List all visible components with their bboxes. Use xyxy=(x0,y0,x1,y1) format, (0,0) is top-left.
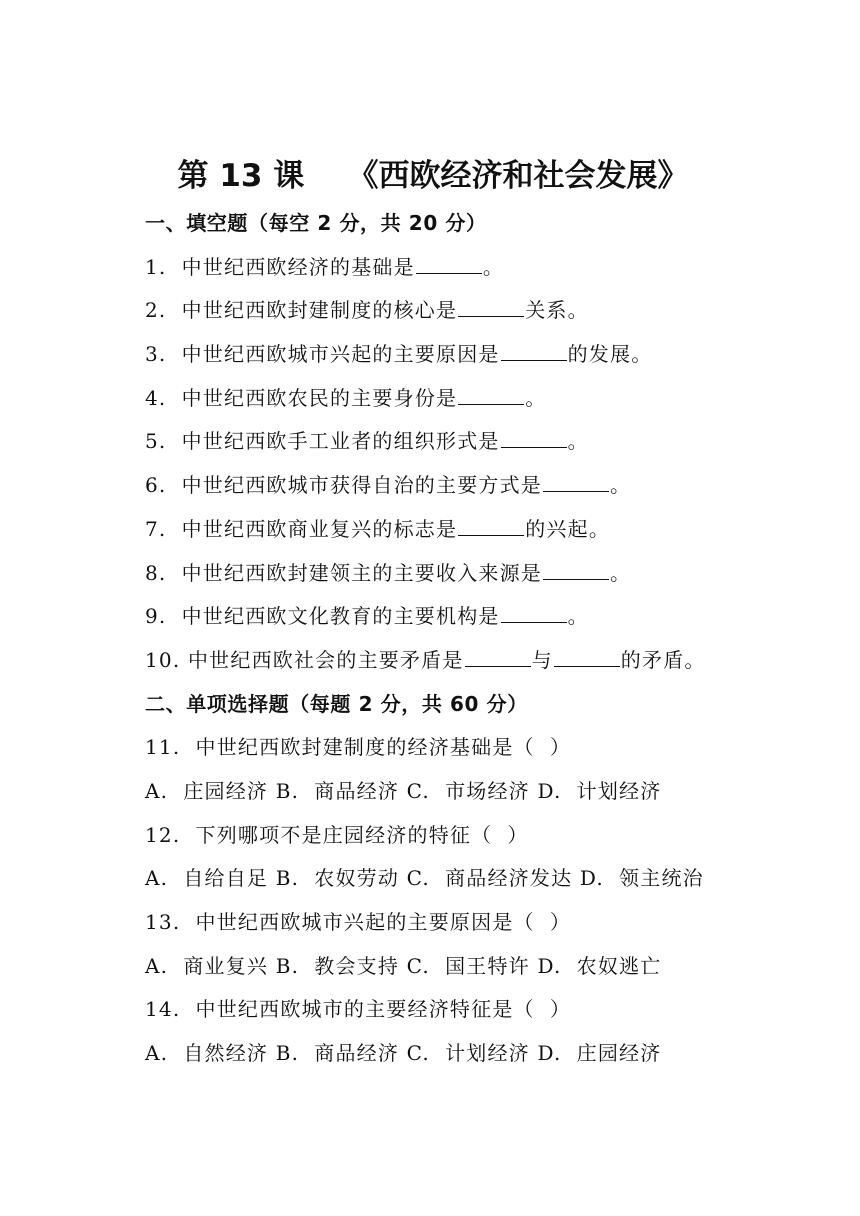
item-number: 7. xyxy=(145,516,167,541)
answer-option: B. 商品经济 xyxy=(275,1041,400,1066)
answer-option: A. 自然经济 xyxy=(145,1041,269,1066)
answer-blank xyxy=(543,567,609,580)
item-number: 10. xyxy=(145,647,181,672)
answer-option: B. 商品经济 xyxy=(275,778,400,803)
question-options xyxy=(145,945,845,989)
item-text: 的兴起。 xyxy=(525,516,611,541)
answer-blank xyxy=(501,610,567,623)
item-text: 中世纪西欧城市获得自治的主要方式是 xyxy=(181,473,543,498)
answer-blank xyxy=(501,435,567,448)
answer-blank xyxy=(465,654,531,667)
answer-option: C. 市场经济 xyxy=(406,778,530,803)
item-text: 中世纪西欧封建领主的主要收入来源是 xyxy=(181,560,543,585)
answer-option: D. 庄园经济 xyxy=(537,1041,662,1066)
item-text: 。 xyxy=(567,429,589,454)
answer-option: C. 国王特许 xyxy=(406,953,530,978)
item-text: 。 xyxy=(610,473,632,498)
item-text: 中世纪西欧社会的主要矛盾是 xyxy=(187,647,464,672)
item-text: 中世纪西欧文化教育的主要机构是 xyxy=(181,604,500,629)
fill-blank-item xyxy=(145,289,845,333)
fill-blank-item xyxy=(145,333,845,377)
question-stem: 12. 下列哪项不是庄园经济的特征（ ） xyxy=(145,822,529,847)
answer-option: B. 农奴劳动 xyxy=(275,866,400,891)
answer-blank xyxy=(458,523,524,536)
question-options xyxy=(145,1032,845,1076)
fill-blank-item xyxy=(145,464,845,508)
item-text: 的发展。 xyxy=(567,342,653,367)
answer-option: D. 计划经济 xyxy=(537,778,662,803)
answer-blank xyxy=(543,479,609,492)
item-number: 2. xyxy=(145,298,167,323)
section-heading-multiple-choice: 二、单项选择题（每题 2 分，共 60 分） xyxy=(145,691,528,716)
answer-option: D. 农奴逃亡 xyxy=(537,953,662,978)
fill-blank-item xyxy=(145,595,845,639)
fill-blank-item xyxy=(145,639,845,683)
item-number: 6. xyxy=(145,473,167,498)
item-text: 。 xyxy=(610,560,632,585)
fill-blank-list xyxy=(145,246,845,639)
fill-blank-item xyxy=(145,420,845,464)
fill-blank-item xyxy=(145,508,845,552)
item-number: 4. xyxy=(145,385,167,410)
item-text: 中世纪西欧封建制度的核心是 xyxy=(181,298,458,323)
item-text: 中世纪西欧农民的主要身份是 xyxy=(181,385,458,410)
item-text: 关系。 xyxy=(525,298,589,323)
answer-option: C. 计划经济 xyxy=(406,1041,530,1066)
section-heading-fill-blank: 一、填空题（每空 2 分，共 20 分） xyxy=(145,211,487,235)
answer-blank xyxy=(501,348,567,361)
fill-blank-item xyxy=(145,552,845,596)
item-number: 8. xyxy=(145,560,167,585)
item-number: 1. xyxy=(145,254,167,279)
answer-blank xyxy=(458,304,524,317)
fill-blank-item xyxy=(145,246,845,290)
item-text: 中世纪西欧经济的基础是 xyxy=(181,254,415,279)
answer-blank xyxy=(458,392,524,405)
answer-option: B. 教会支持 xyxy=(275,953,400,978)
multiple-choice-list xyxy=(145,726,845,1076)
question-options xyxy=(145,770,845,814)
answer-option: D. 领主统治 xyxy=(579,866,704,891)
answer-blank xyxy=(554,654,620,667)
item-text: 中世纪西欧城市兴起的主要原因是 xyxy=(181,342,500,367)
question-stem: 14. 中世纪西欧城市的主要经济特征是（ ） xyxy=(145,997,572,1022)
page-title: 第 13 课 《西欧经济和社会发展》 xyxy=(177,158,689,194)
answer-option: A. 商业复兴 xyxy=(145,953,269,978)
answer-option: C. 商品经济发达 xyxy=(406,866,573,891)
question-stem: 13. 中世纪西欧城市兴起的主要原因是（ ） xyxy=(145,910,572,934)
question-stem: 11. 中世纪西欧封建制度的经济基础是（ ） xyxy=(145,735,572,760)
item-text: 。 xyxy=(482,254,505,279)
exam-content xyxy=(145,202,845,1076)
answer-option: A. 庄园经济 xyxy=(145,778,269,803)
item-text: 中世纪西欧商业复兴的标志是 xyxy=(181,516,458,541)
item-text: 的矛盾。 xyxy=(620,647,706,672)
question-options xyxy=(145,857,845,901)
item-text: 中世纪西欧手工业者的组织形式是 xyxy=(181,429,500,454)
item-number: 3. xyxy=(145,342,167,367)
item-number: 5. xyxy=(145,429,167,454)
answer-blank xyxy=(416,261,482,274)
item-text: 。 xyxy=(525,385,547,410)
fill-blank-item xyxy=(145,377,845,421)
answer-option: A. 自给自足 xyxy=(145,866,269,891)
item-number: 9. xyxy=(145,604,167,629)
item-text: 与 xyxy=(531,647,553,672)
item-text: 。 xyxy=(567,604,589,629)
